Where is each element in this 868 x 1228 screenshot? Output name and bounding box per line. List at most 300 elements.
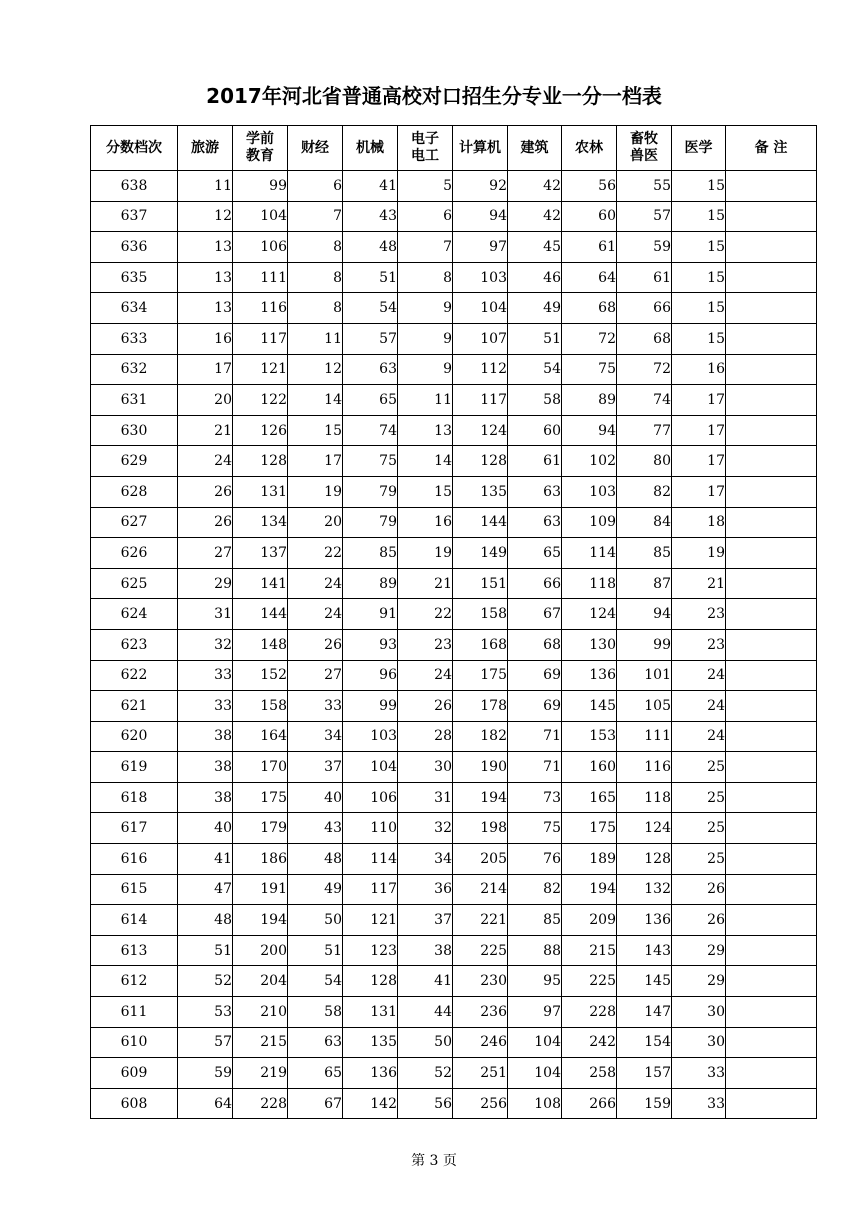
count-cell: 151 [453, 568, 508, 599]
count-cell: 97 [508, 997, 562, 1028]
column-header [398, 126, 453, 171]
count-cell: 108 [508, 1088, 562, 1119]
count-cell: 58 [288, 997, 343, 1028]
count-cell: 63 [508, 476, 562, 507]
remark-cell [726, 262, 817, 293]
count-cell: 6 [398, 201, 453, 232]
count-cell: 49 [288, 874, 343, 905]
count-cell: 61 [508, 446, 562, 477]
count-cell: 132 [617, 874, 672, 905]
table-row [91, 691, 817, 722]
count-cell: 165 [562, 782, 617, 813]
count-cell: 17 [288, 446, 343, 477]
table-row [91, 293, 817, 324]
count-cell: 94 [562, 415, 617, 446]
count-cell: 41 [398, 966, 453, 997]
score-cell: 619 [91, 752, 178, 783]
score-cell: 631 [91, 385, 178, 416]
column-header-text: 计算机 [459, 139, 501, 156]
count-cell: 144 [453, 507, 508, 538]
count-cell: 103 [453, 262, 508, 293]
remark-cell [726, 354, 817, 385]
count-cell: 18 [672, 507, 726, 538]
score-cell: 622 [91, 660, 178, 691]
count-cell: 122 [233, 385, 288, 416]
count-cell: 103 [343, 721, 398, 752]
count-cell: 134 [233, 507, 288, 538]
count-cell: 258 [562, 1058, 617, 1089]
count-cell: 175 [453, 660, 508, 691]
table-row [91, 507, 817, 538]
count-cell: 8 [288, 293, 343, 324]
count-cell: 209 [562, 905, 617, 936]
column-header-text: 旅游 [191, 139, 219, 156]
count-cell: 110 [343, 813, 398, 844]
remark-cell [726, 782, 817, 813]
count-cell: 80 [617, 446, 672, 477]
remark-cell [726, 966, 817, 997]
count-cell: 54 [288, 966, 343, 997]
count-cell: 230 [453, 966, 508, 997]
count-cell: 41 [178, 844, 233, 875]
count-cell: 92 [453, 171, 508, 202]
table-body [91, 171, 817, 1119]
count-cell: 266 [562, 1088, 617, 1119]
count-cell: 15 [288, 415, 343, 446]
table-row [91, 385, 817, 416]
count-cell: 26 [398, 691, 453, 722]
remark-cell [726, 813, 817, 844]
score-cell: 615 [91, 874, 178, 905]
count-cell: 178 [453, 691, 508, 722]
score-table [90, 125, 817, 1119]
count-cell: 89 [343, 568, 398, 599]
count-cell: 48 [288, 844, 343, 875]
table-row [91, 813, 817, 844]
score-cell: 609 [91, 1058, 178, 1089]
count-cell: 106 [233, 232, 288, 263]
count-cell: 85 [508, 905, 562, 936]
column-header [178, 126, 233, 171]
count-cell: 59 [617, 232, 672, 263]
remark-cell [726, 1027, 817, 1058]
count-cell: 13 [178, 262, 233, 293]
count-cell: 15 [672, 323, 726, 354]
remark-cell [726, 385, 817, 416]
column-header-text: 分数档次 [106, 139, 162, 156]
count-cell: 135 [453, 476, 508, 507]
count-cell: 109 [562, 507, 617, 538]
count-cell: 13 [178, 232, 233, 263]
count-cell: 104 [453, 293, 508, 324]
count-cell: 87 [617, 568, 672, 599]
count-cell: 15 [398, 476, 453, 507]
count-cell: 194 [233, 905, 288, 936]
table-row [91, 1088, 817, 1119]
count-cell: 135 [343, 1027, 398, 1058]
count-cell: 75 [508, 813, 562, 844]
score-cell: 627 [91, 507, 178, 538]
count-cell: 128 [343, 966, 398, 997]
count-cell: 52 [398, 1058, 453, 1089]
count-cell: 65 [288, 1058, 343, 1089]
count-cell: 103 [562, 476, 617, 507]
count-cell: 68 [508, 629, 562, 660]
count-cell: 117 [343, 874, 398, 905]
count-cell: 114 [343, 844, 398, 875]
remark-cell [726, 691, 817, 722]
count-cell: 63 [288, 1027, 343, 1058]
count-cell: 121 [343, 905, 398, 936]
remark-cell [726, 905, 817, 936]
count-cell: 170 [233, 752, 288, 783]
count-cell: 38 [398, 935, 453, 966]
count-cell: 179 [233, 813, 288, 844]
count-cell: 22 [398, 599, 453, 630]
count-cell: 24 [178, 446, 233, 477]
count-cell: 64 [178, 1088, 233, 1119]
count-cell: 17 [672, 446, 726, 477]
count-cell: 30 [672, 1027, 726, 1058]
count-cell: 117 [233, 323, 288, 354]
count-cell: 55 [617, 171, 672, 202]
score-cell: 632 [91, 354, 178, 385]
count-cell: 38 [178, 782, 233, 813]
count-cell: 101 [617, 660, 672, 691]
count-cell: 158 [453, 599, 508, 630]
count-cell: 6 [288, 171, 343, 202]
count-cell: 82 [617, 476, 672, 507]
count-cell: 106 [343, 782, 398, 813]
count-cell: 124 [562, 599, 617, 630]
count-cell: 121 [233, 354, 288, 385]
count-cell: 71 [508, 721, 562, 752]
count-cell: 51 [343, 262, 398, 293]
count-cell: 30 [398, 752, 453, 783]
count-cell: 16 [178, 323, 233, 354]
column-header-text: 教育 [246, 148, 274, 164]
column-header [726, 126, 817, 171]
score-cell: 613 [91, 935, 178, 966]
count-cell: 190 [453, 752, 508, 783]
score-cell: 616 [91, 844, 178, 875]
count-cell: 54 [343, 293, 398, 324]
count-cell: 118 [562, 568, 617, 599]
remark-cell [726, 568, 817, 599]
count-cell: 194 [453, 782, 508, 813]
table-row [91, 446, 817, 477]
count-cell: 24 [288, 599, 343, 630]
remark-cell [726, 507, 817, 538]
count-cell: 15 [672, 201, 726, 232]
count-cell: 74 [343, 415, 398, 446]
count-cell: 26 [672, 874, 726, 905]
count-cell: 26 [178, 476, 233, 507]
count-cell: 147 [617, 997, 672, 1028]
remark-cell [726, 599, 817, 630]
count-cell: 53 [178, 997, 233, 1028]
count-cell: 228 [562, 997, 617, 1028]
score-cell: 620 [91, 721, 178, 752]
count-cell: 99 [343, 691, 398, 722]
column-header [343, 126, 398, 171]
score-cell: 625 [91, 568, 178, 599]
count-cell: 56 [398, 1088, 453, 1119]
count-cell: 251 [453, 1058, 508, 1089]
score-cell: 624 [91, 599, 178, 630]
count-cell: 67 [508, 599, 562, 630]
count-cell: 149 [453, 538, 508, 569]
count-cell: 60 [562, 201, 617, 232]
count-cell: 15 [672, 171, 726, 202]
remark-cell [726, 874, 817, 905]
remark-cell [726, 232, 817, 263]
count-cell: 68 [562, 293, 617, 324]
count-cell: 104 [508, 1058, 562, 1089]
table-row [91, 966, 817, 997]
count-cell: 64 [562, 262, 617, 293]
count-cell: 79 [343, 507, 398, 538]
remark-cell [726, 446, 817, 477]
count-cell: 182 [453, 721, 508, 752]
count-cell: 105 [617, 691, 672, 722]
count-cell: 27 [288, 660, 343, 691]
count-cell: 89 [562, 385, 617, 416]
table-row [91, 782, 817, 813]
count-cell: 27 [178, 538, 233, 569]
count-cell: 36 [398, 874, 453, 905]
count-cell: 198 [453, 813, 508, 844]
count-cell: 93 [343, 629, 398, 660]
count-cell: 17 [672, 476, 726, 507]
count-cell: 15 [672, 293, 726, 324]
count-cell: 66 [508, 568, 562, 599]
table-row [91, 232, 817, 263]
count-cell: 54 [508, 354, 562, 385]
count-cell: 9 [398, 323, 453, 354]
score-cell: 626 [91, 538, 178, 569]
count-cell: 111 [617, 721, 672, 752]
count-cell: 200 [233, 935, 288, 966]
count-cell: 175 [562, 813, 617, 844]
remark-cell [726, 171, 817, 202]
count-cell: 58 [508, 385, 562, 416]
count-cell: 7 [288, 201, 343, 232]
count-cell: 214 [453, 874, 508, 905]
column-header-text: 建筑 [520, 139, 549, 156]
column-header-text: 财经 [301, 139, 329, 156]
count-cell: 137 [233, 538, 288, 569]
table-row [91, 997, 817, 1028]
score-cell: 637 [91, 201, 178, 232]
count-cell: 99 [617, 629, 672, 660]
column-header-text: 兽医 [630, 148, 658, 164]
table-row [91, 599, 817, 630]
remark-cell [726, 415, 817, 446]
count-cell: 57 [343, 323, 398, 354]
count-cell: 29 [672, 966, 726, 997]
count-cell: 21 [672, 568, 726, 599]
count-cell: 24 [288, 568, 343, 599]
column-header [453, 126, 508, 171]
count-cell: 24 [672, 691, 726, 722]
count-cell: 26 [672, 905, 726, 936]
score-cell: 618 [91, 782, 178, 813]
count-cell: 175 [233, 782, 288, 813]
count-cell: 9 [398, 354, 453, 385]
count-cell: 142 [343, 1088, 398, 1119]
score-cell: 610 [91, 1027, 178, 1058]
table-row [91, 874, 817, 905]
column-header [233, 126, 288, 171]
count-cell: 44 [398, 997, 453, 1028]
count-cell: 24 [672, 721, 726, 752]
count-cell: 136 [617, 905, 672, 936]
count-cell: 8 [398, 262, 453, 293]
count-cell: 116 [233, 293, 288, 324]
remark-cell [726, 476, 817, 507]
count-cell: 219 [233, 1058, 288, 1089]
count-cell: 17 [672, 415, 726, 446]
count-cell: 24 [672, 660, 726, 691]
table-row [91, 1027, 817, 1058]
count-cell: 154 [617, 1027, 672, 1058]
table-row [91, 568, 817, 599]
count-cell: 51 [288, 935, 343, 966]
count-cell: 40 [178, 813, 233, 844]
score-cell: 633 [91, 323, 178, 354]
table-row [91, 323, 817, 354]
count-cell: 42 [508, 171, 562, 202]
count-cell: 50 [288, 905, 343, 936]
count-cell: 25 [672, 813, 726, 844]
count-cell: 242 [562, 1027, 617, 1058]
count-cell: 157 [617, 1058, 672, 1089]
count-cell: 124 [453, 415, 508, 446]
count-cell: 33 [672, 1058, 726, 1089]
count-cell: 144 [233, 599, 288, 630]
score-cell: 623 [91, 629, 178, 660]
count-cell: 26 [288, 629, 343, 660]
count-cell: 256 [453, 1088, 508, 1119]
count-cell: 191 [233, 874, 288, 905]
count-cell: 126 [233, 415, 288, 446]
count-cell: 88 [508, 935, 562, 966]
count-cell: 102 [562, 446, 617, 477]
count-cell: 204 [233, 966, 288, 997]
score-cell: 612 [91, 966, 178, 997]
count-cell: 71 [508, 752, 562, 783]
column-header-text: 医学 [684, 139, 713, 156]
count-cell: 94 [617, 599, 672, 630]
count-cell: 69 [508, 691, 562, 722]
count-cell: 33 [672, 1088, 726, 1119]
count-cell: 12 [288, 354, 343, 385]
count-cell: 47 [178, 874, 233, 905]
count-cell: 77 [617, 415, 672, 446]
remark-cell [726, 323, 817, 354]
count-cell: 25 [672, 752, 726, 783]
count-cell: 52 [178, 966, 233, 997]
count-cell: 31 [178, 599, 233, 630]
count-cell: 15 [672, 262, 726, 293]
count-cell: 128 [233, 446, 288, 477]
count-cell: 97 [453, 232, 508, 263]
count-cell: 7 [398, 232, 453, 263]
count-cell: 136 [562, 660, 617, 691]
table-row [91, 752, 817, 783]
count-cell: 76 [508, 844, 562, 875]
page-title: 2017年河北省普通高校对口招生分专业一分一档表 [206, 84, 662, 108]
count-cell: 225 [453, 935, 508, 966]
table-row [91, 1058, 817, 1089]
column-header-text: 机械 [356, 139, 384, 156]
count-cell: 25 [672, 782, 726, 813]
count-cell: 16 [398, 507, 453, 538]
count-cell: 37 [398, 905, 453, 936]
count-cell: 14 [288, 385, 343, 416]
count-cell: 228 [233, 1088, 288, 1119]
count-cell: 104 [233, 201, 288, 232]
count-cell: 23 [672, 629, 726, 660]
count-cell: 168 [453, 629, 508, 660]
score-cell: 629 [91, 446, 178, 477]
count-cell: 159 [617, 1088, 672, 1119]
count-cell: 22 [288, 538, 343, 569]
count-cell: 60 [508, 415, 562, 446]
score-cell: 636 [91, 232, 178, 263]
count-cell: 21 [398, 568, 453, 599]
count-cell: 145 [562, 691, 617, 722]
count-cell: 215 [562, 935, 617, 966]
count-cell: 128 [617, 844, 672, 875]
count-cell: 131 [343, 997, 398, 1028]
count-cell: 143 [617, 935, 672, 966]
count-cell: 37 [288, 752, 343, 783]
count-cell: 246 [453, 1027, 508, 1058]
count-cell: 85 [343, 538, 398, 569]
table-row [91, 629, 817, 660]
count-cell: 49 [508, 293, 562, 324]
count-cell: 57 [178, 1027, 233, 1058]
count-cell: 96 [343, 660, 398, 691]
column-header [508, 126, 562, 171]
table-row [91, 262, 817, 293]
count-cell: 84 [617, 507, 672, 538]
count-cell: 111 [233, 262, 288, 293]
count-cell: 68 [617, 323, 672, 354]
count-cell: 67 [288, 1088, 343, 1119]
count-cell: 56 [562, 171, 617, 202]
score-cell: 617 [91, 813, 178, 844]
count-cell: 104 [508, 1027, 562, 1058]
table-row [91, 415, 817, 446]
column-header [617, 126, 672, 171]
count-cell: 14 [398, 446, 453, 477]
column-header-text: 电子 [411, 131, 439, 147]
count-cell: 117 [453, 385, 508, 416]
table-row [91, 721, 817, 752]
count-cell: 73 [508, 782, 562, 813]
count-cell: 85 [617, 538, 672, 569]
remark-cell [726, 538, 817, 569]
count-cell: 145 [617, 966, 672, 997]
count-cell: 65 [343, 385, 398, 416]
count-cell: 65 [508, 538, 562, 569]
count-cell: 20 [288, 507, 343, 538]
remark-cell [726, 844, 817, 875]
count-cell: 38 [178, 721, 233, 752]
